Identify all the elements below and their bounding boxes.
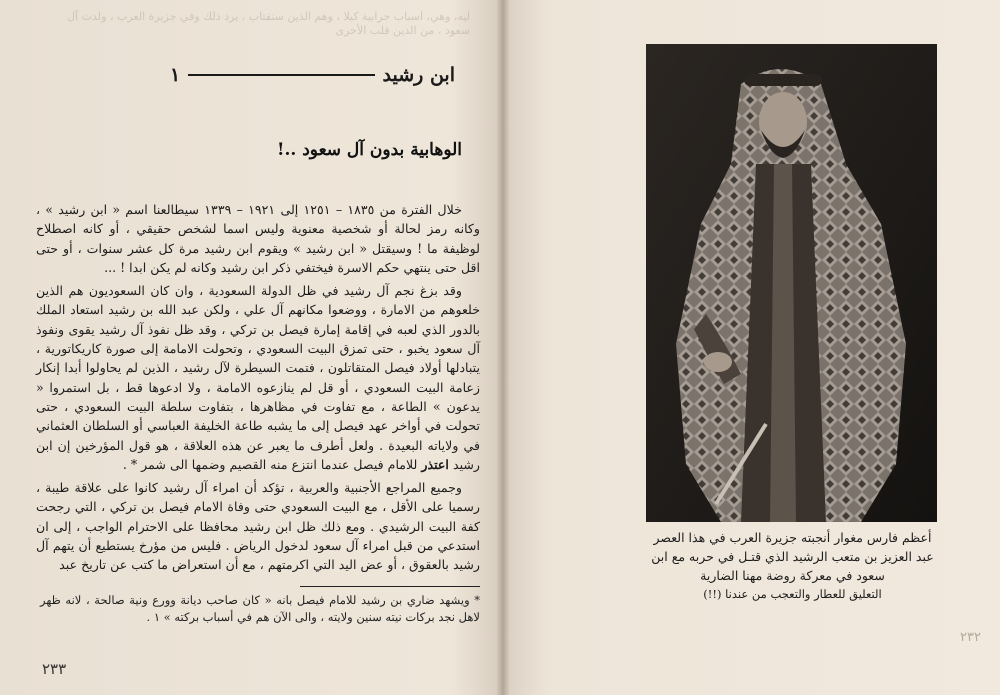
section-title: الوهابية بدون آل سعود ..! (277, 140, 462, 160)
footnote-rule (300, 586, 480, 587)
chapter-number: ١ (170, 64, 181, 86)
chapter-title: ابن رشيد (382, 64, 455, 86)
caption-note: التعليق للعطار والتعجب من عندنا (!!) (703, 587, 882, 601)
footnote: * ويشهد ضاري بن رشيد للامام فيصل بانه « كان صاحب ديانة وورع ونية صالحة ، لانه ظهر لاهل نجد بركات نيته سنين ولايته ، والى الآن هم في أسباب بركته » ١ . (40, 593, 480, 624)
portrait-photo (646, 44, 937, 522)
chapter-rule (188, 74, 374, 76)
bold-word: اعتذر (421, 456, 449, 472)
paragraph-3: وجميع المراجع الأجنبية والعربية ، تؤكد أن امراء آل رشيد كانوا على علاقة طيبة ، رسميا على الأقل ، مع البيت السعودي حتى وفاة الامام فيصل بن تركي ، التي رجحت كفة البيت الرشيدي . ومع ذلك ظل ابن رشيد محافظا على الاحترام الواجب ، إلى ان استدعي من قبل امراء آل سعود لدخول الرياض . فليس من مؤرخ يستطيع أن يتهم آل رشيد بالعقوق ، أو عض اليد التي اكرمتهم ، مع أن استعراض ما كتب عن تاريخ عبد (36, 480, 480, 573)
paragraph-1: خلال الفترة من ١٨٣٥ – ١٢٥١ إلى ١٩٢١ – ١٣٣٩ سيطالعنا اسم « ابن رشيد » ، وكانه رمز لحالة أو شخصية معنوية وليس اسما لشخص حقيقي ، أو كانه اصطلاح لوظيفة ما ! وسيقتل « ابن رشيد » ويقوم ابن رشيد مرة كل عشر سنوات ، أو حتى اقل حتى ينتهي حكم الاسرة فيختفي ذكر ابن رشيد وكانه لم يكن ابدا ! ... (36, 202, 480, 275)
photo-caption (640, 528, 945, 604)
faint-page-number: ٢٣٢ (960, 630, 981, 645)
bleed-through-text: ليه، وهي، اسباب حرابية كيلا ، وهم الذين سنقتاب ، يرد ذلك وفي جزيرة العرب ، ولدت آل سعود ، من الذين قلب الأخرى (67, 10, 470, 37)
paragraph-2 (36, 281, 480, 474)
body-text (36, 200, 480, 579)
paragraph-2-text: وقد بزغ نجم آل رشيد في ظل الدولة السعودية ، وان كان السعوديون هم الذين خلعوهم من الامارة ، ووضعوا مكانهم آل علي ، ولكن عبد الله بن رشيد استعاد الملك بالدور الذي لعبه في إقامة إمارة فيصل بن تركي ، وقد ظل نفوذ آل رشيد يقوى ونفوذ آل سعود يخبو ، حتى تمزق البيت السعودي ، وتحولت الامامة إلى صورة كاريكاتورية ، يتبادلها أولاد فيصل المتقاتلون ، فتمت السيطرة لآل رشيد ، الذين لم يحاولوا أبدا إنكار زعامة البيت السعودي ، أو قل لم ينازعوه الامامة ، ولا ادعوها قط ، بل استمروا « يدعون » الطاعة ، مع تفاوت في مظاهرها ، بتفاوت سلطة البيت السعودي ، حتى تحولت في أواخر عهد فيصل إلى ما يشبه طاعة الخليفة العباسي أو السلطان العثماني في ولاياته البعيدة . ولعل أطرف ما يعبر عن هذه العلاقة ، هو قول المؤرخين إن ابن رشيد (36, 283, 480, 472)
chapter-heading (170, 64, 455, 86)
caption-line-3: سعود في معركة روضة مهنا الضارية (700, 568, 885, 583)
page-number: ٢٣٣ (42, 660, 67, 678)
caption-line-1: أعظم فارس مغوار أنجبته جزيرة العرب في هذا العصر (653, 530, 932, 545)
paragraph-2-tail: للامام فيصل عندما انتزع منه القصيم وضمها الى شمر * . (122, 456, 418, 472)
caption-line-2: عبد العزيز بن متعب الرشيد الذي قتـل في حربه مع ابن (651, 549, 934, 564)
portrait-illustration (646, 44, 937, 522)
